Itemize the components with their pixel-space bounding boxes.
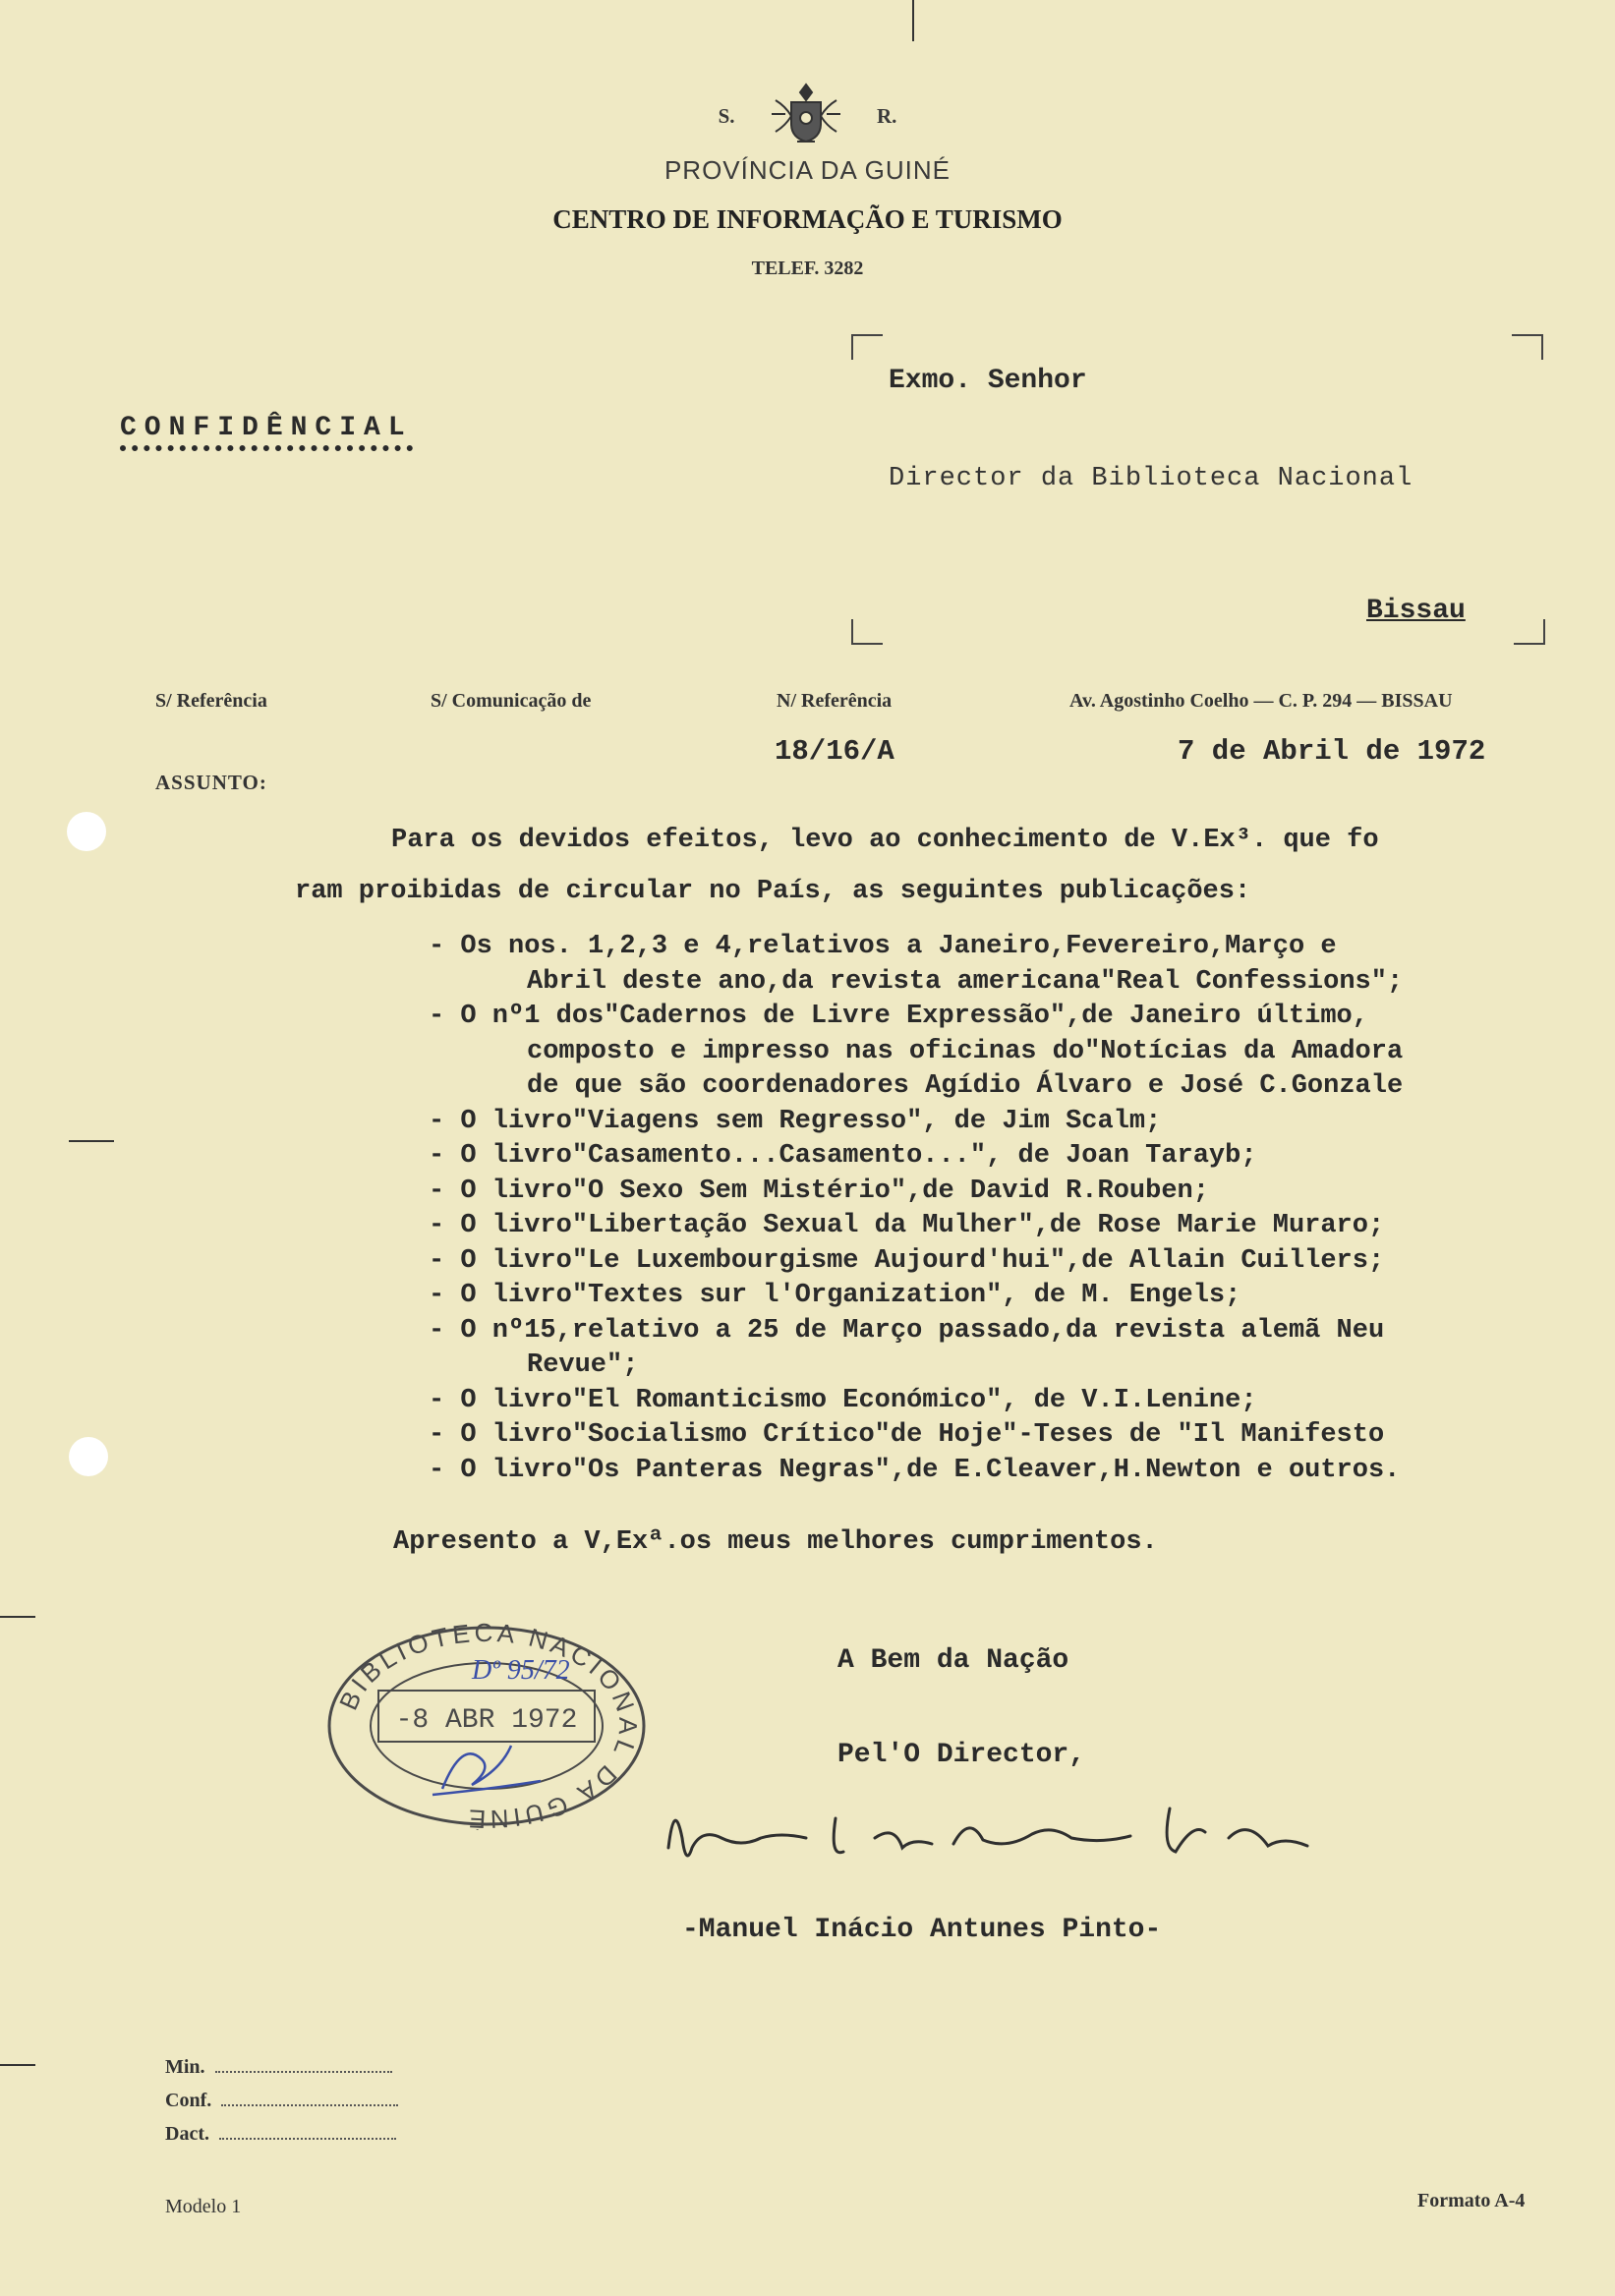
- address-bracket-top-left: [851, 334, 883, 360]
- publication-item-continuation: composto e impresso nas oficinas do"Notícias da Amadora: [527, 1036, 1404, 1066]
- publication-item: - Os nos. 1,2,3 e 4,relativos a Janeiro,Fevereiro,Março e: [429, 932, 1337, 961]
- letterhead-initials: [0, 81, 1615, 155]
- centre-heading: CENTRO DE INFORMAÇÃO E TURISMO: [552, 204, 1063, 234]
- publication-item: - O livro"Viagens sem Regresso", de Jim Scalm;: [429, 1106, 1162, 1136]
- addressee-title: Director da Biblioteca Nacional: [889, 464, 1413, 493]
- province-heading: PROVÍNCIA DA GUINÉ: [663, 155, 952, 185]
- min-label: Min.: [165, 2056, 205, 2078]
- address-bracket-bottom-right: [1514, 619, 1545, 645]
- prohibited-publications-list: [429, 930, 1588, 1488]
- min-field: [165, 2056, 392, 2079]
- publication-item: - O livro"Le Luxembourgisme Aujourd'hui",de Allain Cuillers;: [429, 1245, 1385, 1276]
- signatory-name: -Manuel Inácio Antunes Pinto-: [682, 1915, 1162, 1945]
- publication-item-continuation: de que são coordenadores Agídio Álvaro e José C.Gonzale: [527, 1071, 1404, 1101]
- address-bracket-bottom-left: [851, 619, 883, 645]
- publication-item: - O livro"Libertação Sexual da Mulher",de Rose Marie Muraro;: [429, 1211, 1385, 1240]
- addressee-city: Bissau: [1366, 596, 1466, 626]
- assunto-label: ASSUNTO:: [155, 771, 267, 794]
- letter-date: 7 de Abril de 1972: [1178, 735, 1486, 768]
- publication-item: - O livro"Os Panteras Negras",de E.Cleaver,H.Newton e outros.: [429, 1455, 1401, 1485]
- n-referencia-value: 18/16/A: [775, 735, 894, 768]
- coat-of-arms-icon: [768, 81, 844, 155]
- library-receipt-stamp: [324, 1622, 649, 1830]
- label-n-referencia: N/ Referência: [777, 690, 893, 712]
- publication-item: - O nº15,relativo a 25 de Março passado,da revista alemã Neu: [429, 1315, 1385, 1346]
- intro-line-1: Para os devidos efeitos, levo ao conhecimento de V.Ex³. que fo: [391, 826, 1379, 855]
- salutation: Exmo. Senhor: [889, 366, 1087, 396]
- address-bracket-top-right: [1512, 334, 1543, 360]
- closing-line: Apresento a V,Exª.os meus melhores cumprimentos.: [393, 1527, 1158, 1557]
- label-s-referencia: S/ Referência: [155, 690, 267, 712]
- min-dotted-line: [215, 2071, 392, 2073]
- sender-address: Av. Agostinho Coelho — C. P. 294 — BISSAU: [1069, 690, 1453, 712]
- dact-field: [165, 2123, 396, 2146]
- publication-item: - O livro"Textes sur l'Organization", de M. Engels;: [429, 1281, 1241, 1310]
- handwritten-signature: [659, 1779, 1327, 1892]
- format-label: Formato A-4: [1417, 2190, 1526, 2211]
- initial-s: S.: [718, 103, 735, 128]
- stamp-ring-text: BIBLIOTECA NACIONAL DA GUINÉ: [333, 1622, 644, 1830]
- telephone: TELEF. 3282: [751, 258, 864, 279]
- stamp-handwritten-ref: Dº 95/72: [472, 1655, 570, 1686]
- conf-label: Conf.: [165, 2090, 212, 2111]
- motto: A Bem da Nação: [837, 1645, 1069, 1676]
- publication-item: - O livro"Casamento...Casamento...", de Joan Tarayb;: [429, 1141, 1257, 1171]
- dact-dotted-line: [219, 2138, 396, 2140]
- fold-mark-2: [0, 1616, 35, 1618]
- publication-item-continuation: Revue";: [527, 1350, 639, 1380]
- publication-item: - O livro"Socialismo Crítico"de Hoje"-Teses de "Il Manifesto: [429, 1420, 1385, 1450]
- conf-field: [165, 2090, 398, 2112]
- model-label: Modelo 1: [165, 2196, 242, 2217]
- label-s-comunicacao: S/ Comunicação de: [431, 690, 592, 712]
- punch-hole-bottom: [69, 1437, 108, 1476]
- top-fold-mark: [912, 0, 914, 41]
- publication-item: - O livro"El Romanticismo Económico", de V.I.Lenine;: [429, 1385, 1257, 1415]
- publication-item-continuation: Abril deste ano,da revista americana"Real Confessions";: [527, 966, 1404, 997]
- fold-mark-3: [0, 2064, 35, 2066]
- publication-item: - O livro"O Sexo Sem Mistério",de David R.Rouben;: [429, 1176, 1209, 1206]
- conf-dotted-line: [221, 2104, 398, 2106]
- fold-mark-1: [69, 1140, 114, 1142]
- classification-label: CONFIDÊNCIAL: [120, 413, 413, 451]
- for-director: Pel'O Director,: [837, 1740, 1086, 1770]
- publication-item: - O nº1 dos"Cadernos de Livre Expressão",de Janeiro último,: [429, 1002, 1368, 1031]
- punch-hole-top: [67, 812, 106, 851]
- intro-line-2: ram proibidas de circular no País, as seguintes publicações:: [295, 877, 1251, 906]
- dact-label: Dact.: [165, 2123, 209, 2145]
- stamp-date: -8 ABR 1972: [395, 1705, 578, 1736]
- initial-r: R.: [877, 103, 897, 128]
